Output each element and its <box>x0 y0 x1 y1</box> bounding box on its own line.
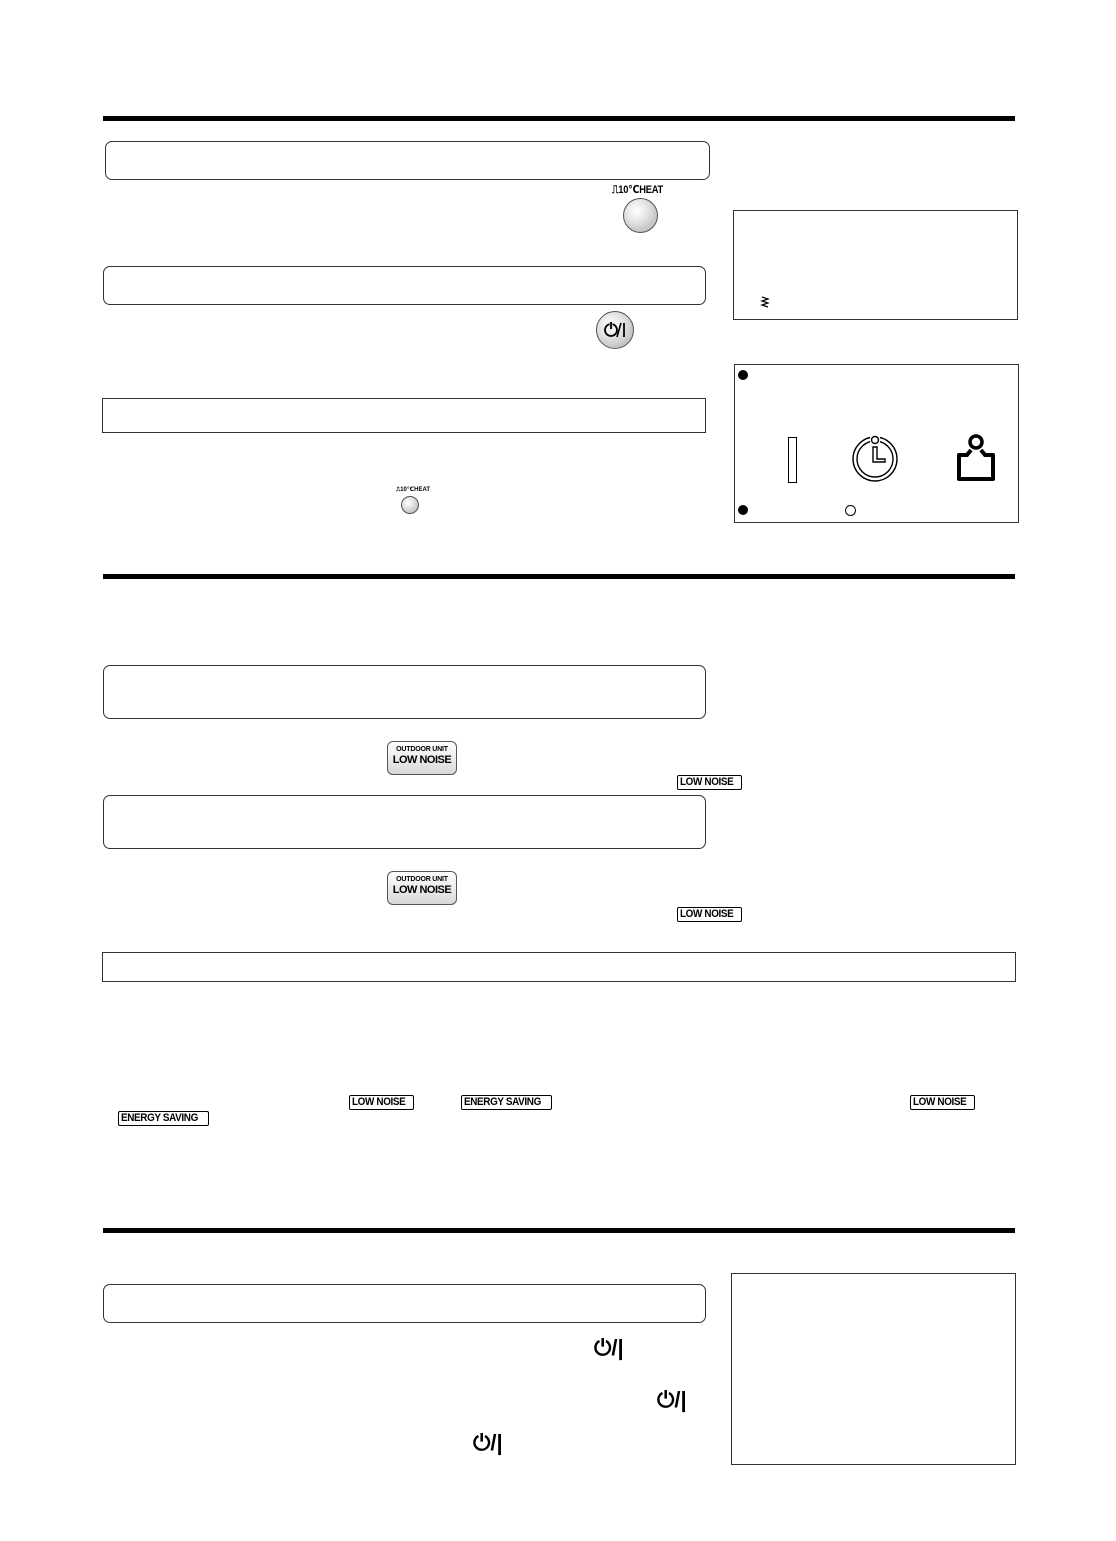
energy-saving-tag-2-text: ENERGY SAVING <box>121 1112 198 1124</box>
step-box-6 <box>103 1284 706 1323</box>
power-button[interactable] <box>596 311 634 349</box>
step-box-5 <box>103 795 706 849</box>
step-box-4 <box>103 665 706 719</box>
info-panel-display <box>733 210 1018 320</box>
step-box-3 <box>102 398 706 433</box>
low-noise-tag-2-text: LOW NOISE <box>680 908 734 920</box>
note-box <box>102 952 1016 982</box>
low-noise-tag-2 <box>677 907 742 922</box>
timer-indicator-icon <box>849 431 901 483</box>
power-symbol-2: ⏻/| <box>657 1387 687 1412</box>
section-rule-3 <box>103 1228 1015 1233</box>
outdoor-button-line2: LOW NOISE <box>392 754 452 766</box>
power-symbol-1: ⏻/| <box>594 1335 624 1360</box>
section-rule-1 <box>103 116 1015 121</box>
outdoor-low-noise-button[interactable] <box>387 741 457 775</box>
outdoor-low-noise-button-2[interactable] <box>387 871 457 905</box>
outdoor-button-2-line1: OUTDOOR UNIT <box>396 876 448 883</box>
indicator-dot-top <box>738 370 748 380</box>
step-box-2 <box>103 266 706 305</box>
step-box-1 <box>105 141 710 180</box>
low-noise-tag-3-text: LOW NOISE <box>352 1096 406 1108</box>
section-rule-2 <box>103 574 1015 579</box>
low-noise-tag-3 <box>349 1095 414 1110</box>
outdoor-button-line1: OUTDOOR UNIT <box>396 746 448 753</box>
indicator-circle-bottom <box>845 505 856 516</box>
low-noise-tag-1-text: LOW NOISE <box>680 776 734 788</box>
indicator-dot-bottom <box>738 505 748 515</box>
low-noise-tag-4-text: LOW NOISE <box>913 1096 967 1108</box>
energy-saving-tag-1-text: ENERGY SAVING <box>464 1096 541 1108</box>
heat-10c-button-small[interactable] <box>401 496 419 514</box>
heat-10c-button[interactable] <box>623 198 658 233</box>
fan-icon <box>760 295 772 309</box>
heat-button-small-label: ⎍10℃HEAT <box>396 487 431 493</box>
operation-lamp-slot <box>788 437 797 483</box>
energy-saving-tag-1 <box>461 1095 552 1110</box>
power-icon <box>597 312 633 348</box>
heat-10c-indicator-icon <box>955 433 997 483</box>
low-noise-tag-1 <box>677 775 742 790</box>
info-panel-bottom <box>731 1273 1016 1465</box>
heat-button-label: ⎍10℃HEAT <box>612 184 663 196</box>
indicator-panel <box>734 364 1019 523</box>
energy-saving-tag-2 <box>118 1111 209 1126</box>
outdoor-button-2-line2: LOW NOISE <box>392 884 452 896</box>
power-symbol-3: ⏻/| <box>473 1430 503 1455</box>
low-noise-tag-4 <box>910 1095 975 1110</box>
